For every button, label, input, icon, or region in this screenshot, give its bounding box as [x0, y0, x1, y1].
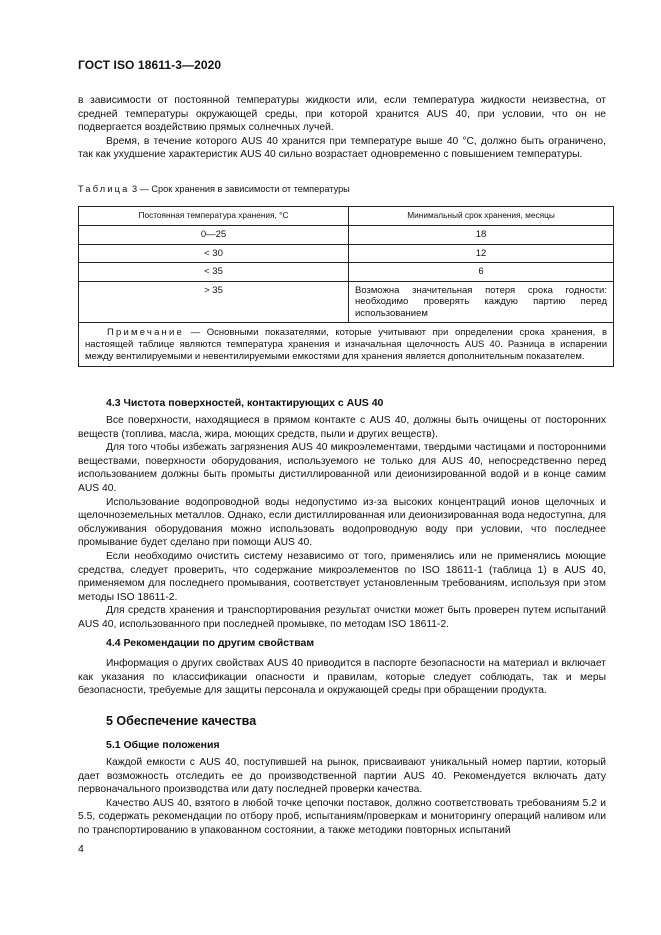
table-caption [78, 184, 350, 194]
document-id-header: ГОСТ ISO 18611-3—2020 [78, 58, 222, 72]
section-4-4-text [78, 657, 606, 698]
table-note-row [79, 323, 614, 367]
table-caption-label: Таблица [78, 184, 130, 194]
table-row [79, 263, 614, 282]
table-cell-temperature: 0—25 [79, 226, 349, 245]
section-4-3-paragraph-2: Для того чтобы избежать загрязнения AUS 40 микроэлементами, твердыми частицами и посторонними веществами, поверхности оборудования, используемого не только для AUS 40, непосредственно перед использованием должны быть промыты дистиллированной или деионизированной водой и в конце самим AUS 40. [78, 442, 606, 494]
section-5-heading: 5 Обеспечение качества [106, 714, 257, 728]
table-cell-temperature: < 35 [79, 263, 349, 282]
table-header-row [79, 207, 614, 226]
section-4-3-paragraph-5: Для средств хранения и транспортирования результат очистки может быть проверен путем испытаний AUS 40, использованного при последней промывке, по методам ISO 18611-2. [78, 605, 606, 630]
table-row [79, 226, 614, 245]
section-4-4-paragraph-1: Информация о других свойствах AUS 40 приводится в паспорте безопасности на материал и включает как указания по классификации опасности и правилам, которые следует соблюдать, так и меры безопасности, требуемые для защиты персонала и окружающей среды при обращении продукта. [78, 658, 606, 697]
section-4-3-paragraph-3: Использование водопроводной воды недопустимо из-за высоких концентраций ионов щелочных и щелочноземельных металлов. Однако, если дистиллированная или деионизированная вода недоступна, для обслуживания оборудования можно использовать водопроводную воду при условии, что последнее промывание будет сделано при помощи AUS 40. [78, 496, 606, 549]
table-row [79, 244, 614, 263]
table-note [79, 323, 614, 367]
section-4-4-heading: 4.4 Рекомендации по другим свойствам [106, 637, 315, 649]
table-cell-temperature: < 30 [79, 244, 349, 263]
intro-paragraph-1: в зависимости от постоянной температуры жидкости или, если температура жидкости неизвестна, от средней температуры окружающей среды, при которой хранится AUS 40, при условии, что он не подвергается воздействию прямых солнечных лучей. [78, 95, 606, 134]
table-caption-text: 3 — Срок хранения в зависимости от температуры [132, 184, 350, 194]
table-cell-months: Возможна значительная потеря срока годности: необходимо проверять каждую партию перед использованием [349, 281, 614, 323]
page-number: 4 [78, 843, 84, 855]
section-4-3-paragraph-4: Если необходимо очистить систему независимо от того, применялись или не применялись моющие средства, следует проверить, что содержание микроэлементов по ISO 18611-1 (таблица 1) в AUS 40, применяемом для последнего промывания, соответствует установленным требованиям, используя при этом методы ISO 18611-2. [78, 550, 606, 603]
storage-table [78, 206, 614, 367]
table-row [79, 281, 614, 323]
intro-text [78, 94, 606, 162]
section-5-1-paragraph-1: Каждой емкости с AUS 40, поступившей на рынок, присваивают уникальный номер партии, который дает возможность отследить ее до производственной партии AUS 40. Рекомендуется включать дату первоначального производства или дату последней проверки качества. [78, 757, 606, 796]
table-header-months: Минимальный срок хранения, месяцы [349, 207, 614, 226]
table-cell-months: 18 [349, 226, 614, 245]
section-5-1-text [78, 756, 606, 838]
intro-paragraph-2: Время, в течение которого AUS 40 хранится при температуре выше 40 °С, должно быть ограничено, так как ухудшение характеристик AUS 40 сильно возрастает одновременно с повышением температуры. [78, 135, 606, 161]
section-4-3-text [78, 414, 606, 632]
table-header-temperature: Постоянная температура хранения, °С [79, 207, 349, 226]
section-4-3-paragraph-1: Все поверхности, находящиеся в прямом контакте с AUS 40, должны быть очищены от посторонних веществ (топлива, масла, жира, моющих средств, пыли и других веществ). [78, 415, 606, 440]
table-cell-months: 6 [349, 263, 614, 282]
section-5-1-heading: 5.1 Общие положения [106, 739, 220, 751]
table-cell-temperature: > 35 [79, 281, 349, 323]
table-note-text: — Основными показателями, которые учитывают при определении срока хранения, в настоящей таблице являются температура хранения и изначальная щелочность AUS 40. Разница в испарении между вентилируемыми и невентилируемыми емкостями для хранения является дополнительным показателем. [85, 327, 607, 362]
section-5-1-paragraph-2: Качество AUS 40, взятого в любой точке цепочки поставок, должно соответствовать требованиям 5.2 и 5.5, содержать рекомендации по отбору проб, испытаниям/проверкам и мониторингу операций наливом или по транспортированию в упакованном состоянии, а также методики повторных испытаний [78, 797, 606, 836]
section-4-3-heading: 4.3 Чистота поверхностей, контактирующих с AUS 40 [106, 397, 384, 409]
table-note-label: Примечание [107, 327, 184, 338]
table-cell-months: 12 [349, 244, 614, 263]
